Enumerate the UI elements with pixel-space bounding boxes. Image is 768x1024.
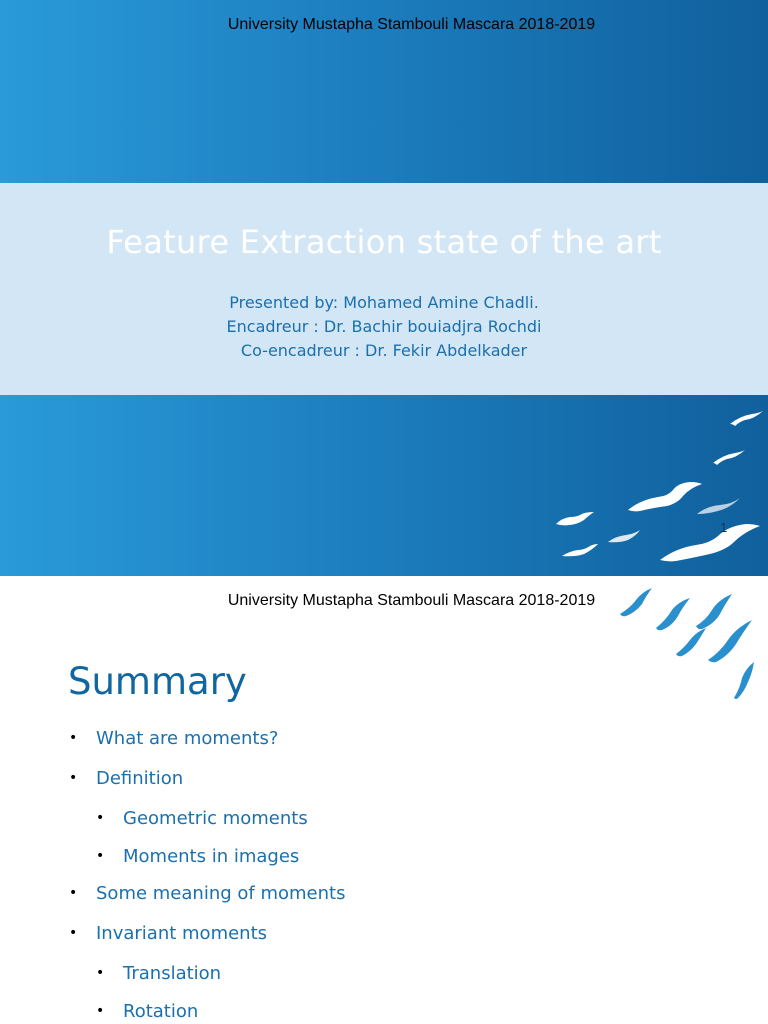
list-subitem — [96, 963, 222, 984]
list-item-label: Definition — [96, 768, 184, 789]
list-item — [69, 883, 346, 904]
list-subitem — [96, 808, 308, 829]
page-number: 1 — [720, 520, 728, 535]
presenters-block — [0, 291, 768, 363]
co-supervisor-line: Co-encadreur : Dr. Fekir Abdelkader — [240, 341, 528, 360]
list-item-label: Invariant moments — [96, 923, 268, 944]
bullet-icon: • — [69, 885, 78, 901]
list-subitem — [96, 846, 300, 867]
summary-title: Summary — [68, 660, 247, 703]
list-item-label: What are moments? — [96, 728, 279, 749]
list-item-label: Moments in images — [123, 846, 300, 867]
bullet-icon: • — [69, 730, 78, 746]
summary-slide — [0, 576, 768, 1024]
list-item — [69, 768, 184, 789]
bullet-icon: • — [69, 770, 78, 786]
list-item-label: Some meaning of moments — [96, 883, 346, 904]
university-header: University Mustapha Stambouli Mascara 2018-2019 — [227, 16, 596, 33]
list-subitem — [96, 1001, 199, 1022]
list-item — [69, 728, 279, 749]
bullet-icon: • — [96, 965, 105, 981]
list-item-label: Rotation — [123, 1001, 199, 1022]
birds-flock-icon — [540, 400, 768, 576]
university-header: University Mustapha Stambouli Mascara 2018-2019 — [227, 592, 596, 609]
title-band — [0, 183, 768, 395]
bullet-icon: • — [69, 925, 78, 941]
presenter-line: Presented by: Mohamed Amine Chadli. — [229, 293, 539, 312]
list-item — [69, 923, 268, 944]
list-item-label: Translation — [123, 963, 222, 984]
slide-title: Feature Extraction state of the art — [106, 223, 662, 261]
list-item-label: Geometric moments — [123, 808, 308, 829]
supervisor-line: Encadreur : Dr. Bachir bouiadjra Rochdi — [226, 317, 542, 336]
bullet-icon: • — [96, 1003, 105, 1019]
bullet-icon: • — [96, 810, 105, 826]
birds-flock-icon — [612, 580, 768, 704]
bullet-icon: • — [96, 848, 105, 864]
